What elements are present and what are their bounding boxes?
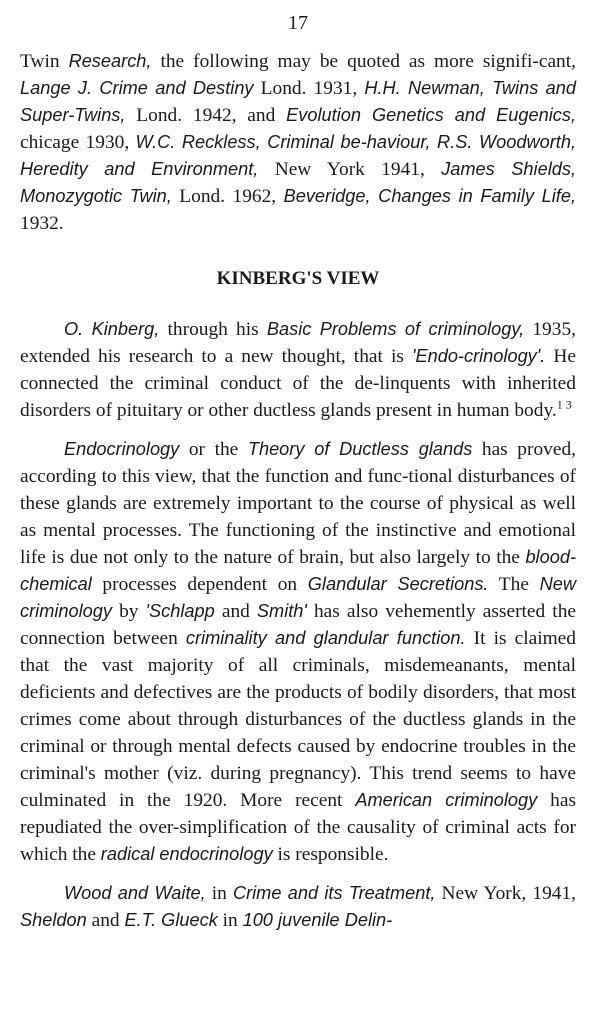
section-heading: KINBERG'S VIEW [216,268,380,289]
body-text: It is claimed that the vast majority of all criminals, misdemeanants, mental deficients and defectives are the products of bodily disorders, that most crimes come about through disturbances of the ductless glands in the criminal or through mental defects caused by endocrine troubles in the criminal's mother (viz. during pregnancy). This trend seems to have culminated in the 1920. More recent [20,628,576,811]
italic-text: 'Schlapp [145,601,215,621]
italic-text: 'Endo-crinology'. [411,346,546,366]
body-text: He connected the criminal conduct of the de-linquents with inherited disorders of pituitary or other ductless glands present in human body. [20,346,576,421]
body-text: the following may be quoted as more signifi-cant, [151,51,576,72]
italic-text: Theory of Ductless glands [247,439,473,459]
body-text: 1935, extended his research to a new thought, that is [20,319,576,367]
body-text: processes dependent on [91,574,308,595]
italic-text: radical endocrinology [100,844,273,864]
paragraph-kinberg [20,316,576,424]
body-text: New York 1941, [258,159,442,180]
italic-text: Evolution Genetics and Eugenics, [286,105,576,125]
body-text: in [217,910,243,931]
body-text: and [214,601,257,622]
paragraph-wood-and-waite [20,880,576,934]
italic-text: Research, [68,51,152,71]
italic-text: Wood and Waite, [64,883,206,903]
body-text: is responsible. [272,844,389,865]
body-text: Lond. 1962, [171,186,284,207]
italic-text: Lange J. Crime and Destiny [20,78,254,98]
body-text: or the [179,439,248,460]
italic-text: 100 juvenile Delin- [242,910,393,930]
body-text: through his [159,319,267,340]
body-text: has proved, according to this view, that the function and func-tional disturbances of these glands are extremely important to the course of physical as well as mental processes. The functioning of the instinctive and emotional life is due not only to the nature of brain, but also largely to the [20,439,576,568]
footnote-ref: 1 3 [556,397,572,412]
page-number: 17 [288,12,308,34]
body-text: Twin [20,51,69,72]
body-text: has also vehemently asserted the connection between [20,601,576,649]
italic-text: Smith' [256,601,307,621]
italic-text: New criminology [20,574,576,621]
italic-text: Sheldon [20,910,87,930]
italic-text: criminality and glandular function. [185,628,466,648]
book-page [20,10,576,934]
body-text: Lond. 1942, and [125,105,287,126]
italic-text: Endocrinology [64,439,180,459]
body-text: Lond. 1931, [253,78,365,99]
italic-text: Crime and its Treatment, [232,883,436,903]
italic-text: W.C. Reckless, Criminal be-haviour, R.S. Woodworth, Heredity and Environment, [20,132,577,179]
paragraph-endocrinology [20,436,576,868]
italic-text: American criminology [355,790,538,810]
italic-text: James Shields, Monozygotic Twin, [20,159,576,206]
italic-text: Basic Problems of criminology, [266,319,525,339]
italic-text: Glandular Secretions. [307,574,489,594]
italic-text: H.H. Newman, Twins and Super-Twins, [20,78,576,125]
body-text: chicage 1930, [20,132,136,153]
body-text: by [111,601,146,622]
italic-text: O. Kinberg, [64,319,160,339]
body-text: New York, 1941, [435,883,577,904]
body-text: The [488,574,540,595]
body-text: and [86,910,125,931]
body-text: has repudiated the over-simplification of the causality of criminal acts for which the [20,790,576,865]
italic-text: Beveridge, Changes in Family Life, [283,186,577,206]
italic-text: E.T. Glueck [124,910,218,930]
paragraph-twin-research [20,48,576,237]
italic-text: blood-chemical [20,547,576,594]
body-text: in [205,883,233,904]
body-text: 1932. [20,213,64,234]
